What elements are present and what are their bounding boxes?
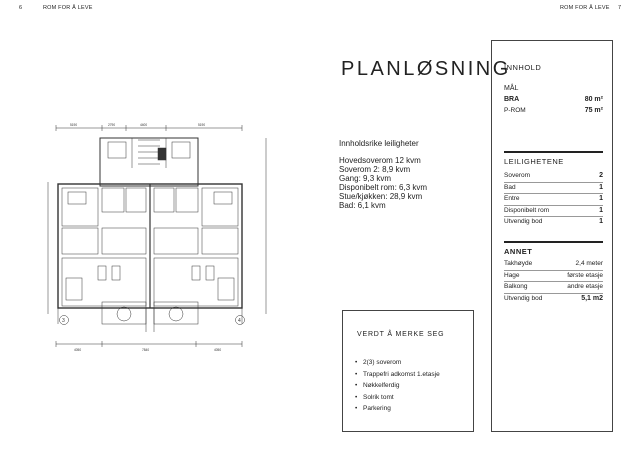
- divider: [504, 241, 603, 243]
- dim-top-1: 5190: [70, 123, 78, 127]
- leiligheter-title: LEILIGHETENE: [504, 157, 564, 166]
- row-label: Disponibelt rom: [504, 206, 550, 214]
- table-row: [504, 95, 603, 106]
- notes-box: [342, 310, 474, 432]
- table-row: [504, 294, 603, 305]
- spec-line: Hovedsoverom 12 kvm: [339, 156, 421, 165]
- left-page-number: 6: [19, 5, 23, 11]
- mal-label: MÅL: [504, 85, 519, 92]
- table-row: [504, 217, 603, 228]
- table-row: [504, 183, 603, 195]
- list-item: • 2(3) soverom: [355, 357, 440, 369]
- row-label: BRA: [504, 96, 520, 103]
- list-item: • Nøkkelferdig: [355, 380, 440, 392]
- table-row: [504, 171, 603, 183]
- table-row: [504, 106, 603, 117]
- row-label: P-ROM: [504, 106, 526, 114]
- list-item: • Solrik tomt: [355, 392, 440, 404]
- right-running-title: ROM FOR Å LEVE: [560, 5, 610, 11]
- leiligheter-section: [504, 157, 603, 228]
- row-label: Utvendig bod: [504, 218, 543, 225]
- row-label: Soverom: [504, 172, 531, 179]
- row-label: Bad: [504, 183, 516, 191]
- plan-marker-4: 4: [238, 318, 241, 324]
- table-row: [504, 194, 603, 206]
- spec-line: Soverom 2: 8,9 kvm: [339, 165, 411, 174]
- spec-line: Disponibelt rom: 6,3 kvm: [339, 183, 428, 192]
- spec-line: Stue/kjøkken: 28,9 kvm: [339, 192, 423, 201]
- row-value: 75 m²: [584, 106, 603, 114]
- left-running-title: ROM FOR Å LEVE: [43, 5, 93, 11]
- row-value: 1: [599, 195, 603, 202]
- row-label: Utvendig bod: [504, 294, 543, 302]
- row-value: 1: [599, 218, 603, 225]
- dim-bottom-2: 7840: [142, 348, 150, 352]
- list-item: • Parkering: [355, 403, 440, 415]
- sidebar-title: INNHOLD: [504, 63, 542, 72]
- table-row: [504, 271, 603, 283]
- page-title: PLANLØSNING: [341, 58, 511, 80]
- plan-marker-3: 3: [62, 318, 65, 324]
- table-row: [504, 206, 603, 218]
- intro-label: Innholdsrike leiligheter: [339, 139, 419, 148]
- row-value: andre etasje: [567, 283, 603, 290]
- dim-bottom-1: 4050: [74, 348, 82, 352]
- list-item: • Trappefri adkomst 1.etasje: [355, 369, 440, 381]
- dim-bottom-3: 4050: [214, 348, 222, 352]
- row-label: Entre: [504, 195, 520, 202]
- row-label: Hage: [504, 271, 520, 279]
- annet-section: [504, 247, 603, 304]
- table-row: [504, 259, 603, 271]
- row-label: Takhøyde: [504, 260, 533, 267]
- spec-line: Gang: 9,3 kvm: [339, 174, 392, 183]
- row-value: 2: [599, 172, 603, 179]
- table-row: [504, 282, 603, 294]
- dim-top-2: 2790: [108, 123, 116, 127]
- intro-block: [339, 139, 427, 210]
- row-value: 80 m²: [584, 96, 603, 103]
- mal-section: [504, 85, 603, 116]
- floor-plan-drawing: [42, 118, 274, 356]
- row-label: Balkong: [504, 283, 528, 290]
- dim-top-3: 4400: [140, 123, 148, 127]
- divider: [504, 151, 603, 153]
- spec-line: Bad: 6,1 kvm: [339, 201, 386, 210]
- row-value: 5,1 m2: [581, 294, 603, 302]
- row-value: første etasje: [567, 271, 603, 279]
- notes-list: [355, 357, 440, 415]
- annet-title: ANNET: [504, 247, 533, 256]
- notes-title: VERDT Å MERKE SEG: [357, 331, 445, 338]
- row-value: 1: [599, 206, 603, 214]
- right-page-number: 7: [618, 5, 622, 11]
- content-sidebar: [491, 40, 613, 432]
- dim-top-4: 5190: [198, 123, 206, 127]
- row-value: 2,4 meter: [575, 260, 603, 267]
- row-value: 1: [599, 183, 603, 191]
